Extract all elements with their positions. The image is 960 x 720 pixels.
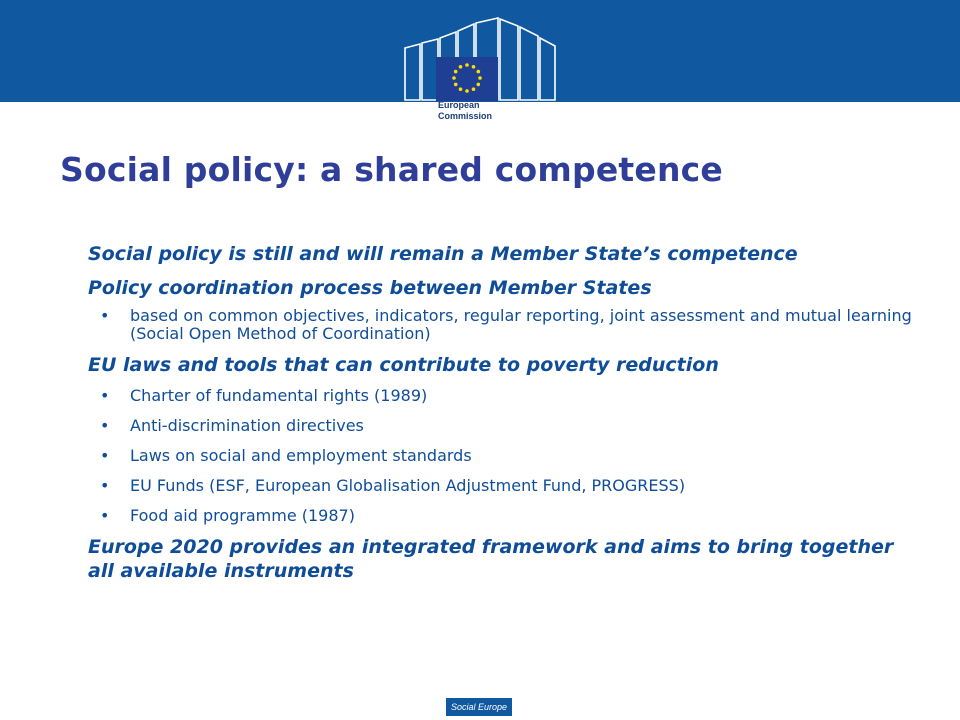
footer-badge: Social Europe (446, 698, 512, 716)
bullet-icon: • (100, 306, 110, 325)
sub-point-text: Food aid programme (1987) (130, 506, 355, 525)
logo-line-commission: Commission (438, 111, 493, 121)
bullet-icon: • (100, 506, 110, 525)
sub-point-eu-funds (88, 477, 918, 495)
bullet-icon: • (100, 476, 110, 495)
sub-point-text: Anti-discrimination directives (130, 416, 364, 435)
sub-point-omc (88, 307, 918, 343)
sub-point-text: EU Funds (ESF, European Globalisation Adjustment Fund, PROGRESS) (130, 476, 686, 495)
sub-point-text: Charter of fundamental rights (1989) (130, 386, 428, 405)
point-europe-2020: Europe 2020 provides an integrated framework and aims to bring together all available instruments (88, 536, 894, 582)
sub-point-text: based on common objectives, indicators, regular reporting, joint assessment and mutual learning (Social Open Method of Coordination) (130, 306, 912, 343)
logo-text (438, 100, 492, 122)
point-eu-laws-tools: EU laws and tools that can contribute to poverty reduction (88, 354, 719, 376)
slide-title: Social policy: a shared competence (60, 150, 723, 189)
sub-point-labour-standards (88, 447, 918, 465)
logo-line-european: European (438, 100, 480, 110)
slide-content (88, 242, 918, 583)
sub-point-text: Laws on social and employment standards (130, 446, 472, 465)
sub-point-anti-discrimination (88, 417, 918, 435)
bullet-icon: • (100, 416, 110, 435)
point-shared-competence: Social policy is still and will remain a Member State’s competence (88, 243, 798, 265)
bullet-icon: • (100, 446, 110, 465)
bullet-icon: • (100, 386, 110, 405)
sub-point-food-aid (88, 507, 918, 525)
point-policy-coordination: Policy coordination process between Member States (88, 277, 652, 299)
sub-point-charter (88, 387, 918, 405)
